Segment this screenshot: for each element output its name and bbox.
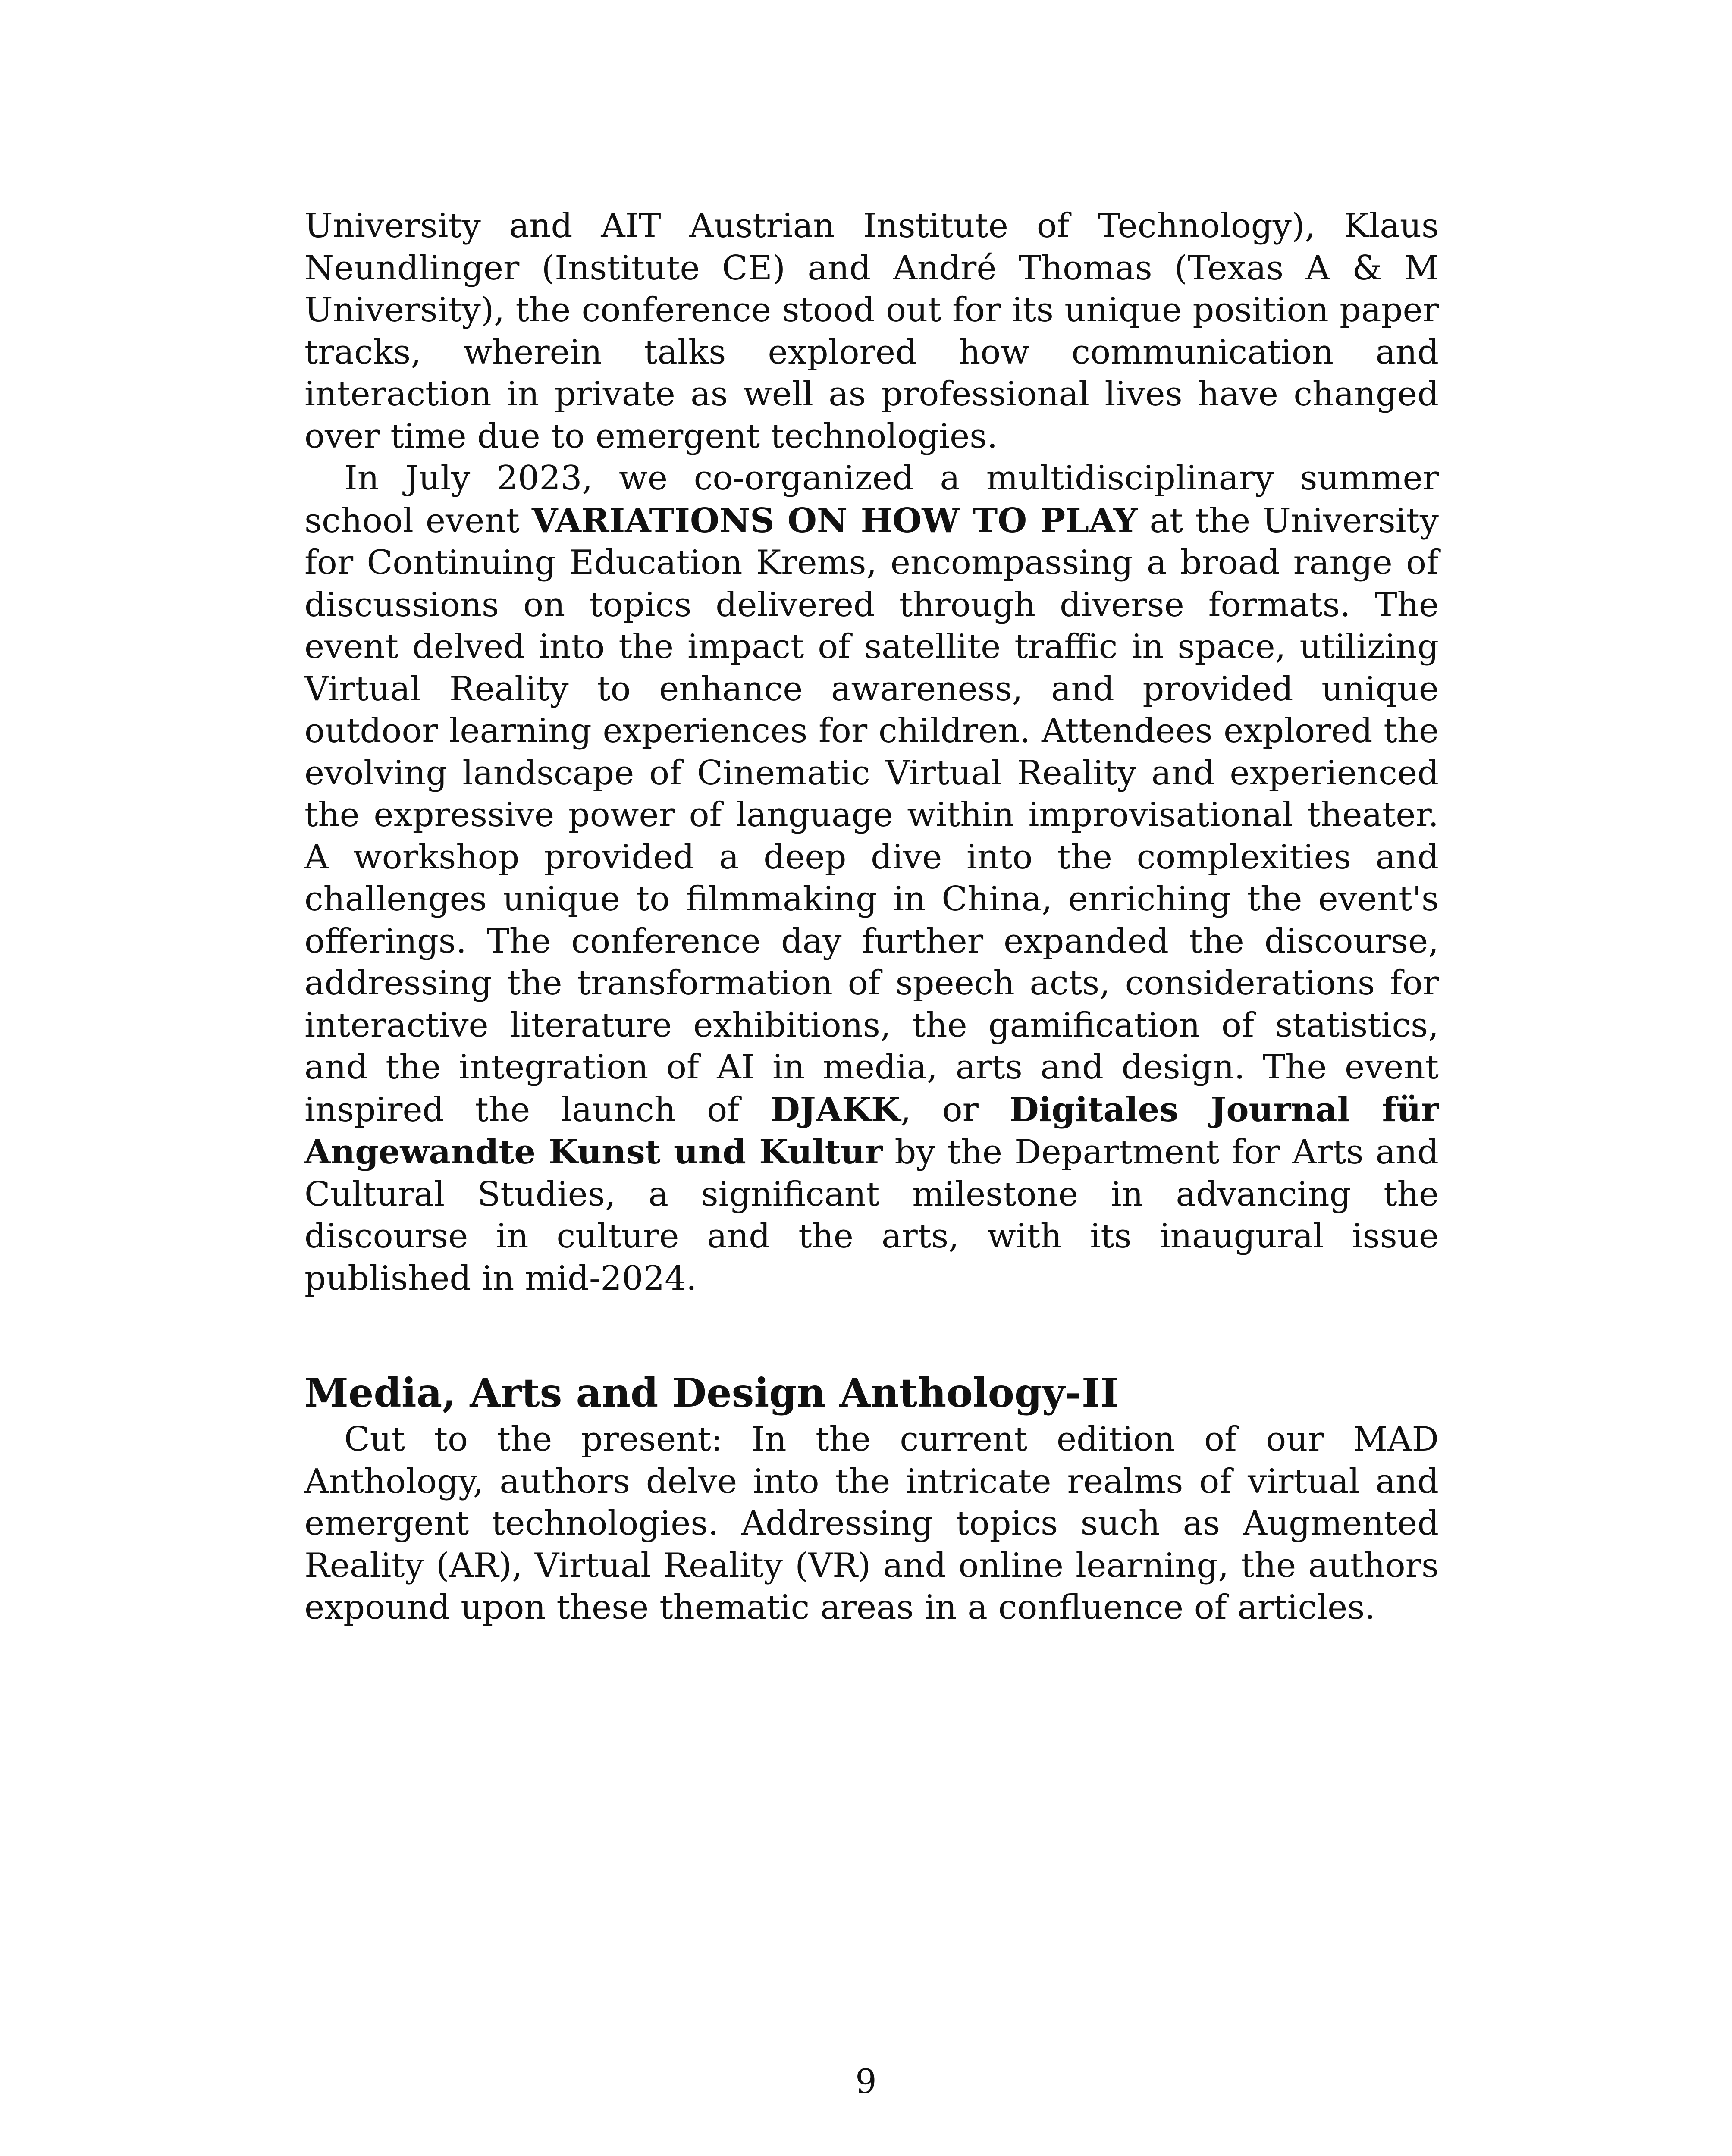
paragraph-summer-school-text-1: In July 2023, we co-organized a multidisciplinary summer school event xyxy=(304,459,1439,540)
event-title: VARIATIONS ON HOW TO PLAY xyxy=(531,501,1138,540)
paragraph-summer-school xyxy=(304,458,1439,1300)
paragraph-summer-school-text-2: at the University for Continuing Education Krems, encompassing a broad range of discussions on topics delivered through diverse formats. The event delved into the impact of satellite traffic in space, utilizing Virtual Reality to enhance awareness, and provided unique outdoor learning experiences for children. Attendees explored the evolving landscape of Cinematic Virtual Reality and experienced the expressive power of language within improvisational theater. A workshop provided a deep dive into the complexities and challenges unique to filmmaking in China, enriching the event's offerings. The conference day further expanded the discourse, addressing the transformation of speech acts, considerations for interactive literature exhibitions, the gamification of statistics, and the integration of AI in media, arts and design. The event inspired the launch of xyxy=(304,501,1439,1129)
paragraph-anthology xyxy=(304,1419,1439,1629)
journal-acronym: DJAKK xyxy=(771,1090,901,1129)
page-number: 9 xyxy=(855,2062,877,2101)
section-heading: Media, Arts and Design Anthology-II xyxy=(304,1369,1119,1416)
paragraph-continuation-text: University and AIT Austrian Institute of Technology), Klaus Neundlinger (Institute CE) and André Thomas (Texas A & M University), the conference stood out for its unique position paper tracks, wherein talks explored how communication and interaction in private as well as professional lives have changed over time due to emergent technologies. xyxy=(304,207,1439,456)
text-column xyxy=(304,205,1439,1629)
paragraph-anthology-text: Cut to the present: In the current edition of our MAD Anthology, authors delve into the intricate realms of virtual and emergent technologies. Addressing topics such as Augmented Reality (AR), Virtual Reality (VR) and online learning, the authors expound upon these thematic areas in a confluence of articles. xyxy=(304,1420,1439,1627)
paragraph-summer-school-text-4: by the Department for Arts and Cultural Studies, a significant milestone in advancing the discourse in culture and the arts, with its inaugural issue published in mid-2024. xyxy=(304,1133,1439,1298)
paragraph-continuation xyxy=(304,205,1439,458)
paragraph-summer-school-text-3: , or xyxy=(900,1090,1010,1129)
journal-name: Digitales Journal für Angewandte Kunst und Kultur xyxy=(304,1090,1439,1172)
